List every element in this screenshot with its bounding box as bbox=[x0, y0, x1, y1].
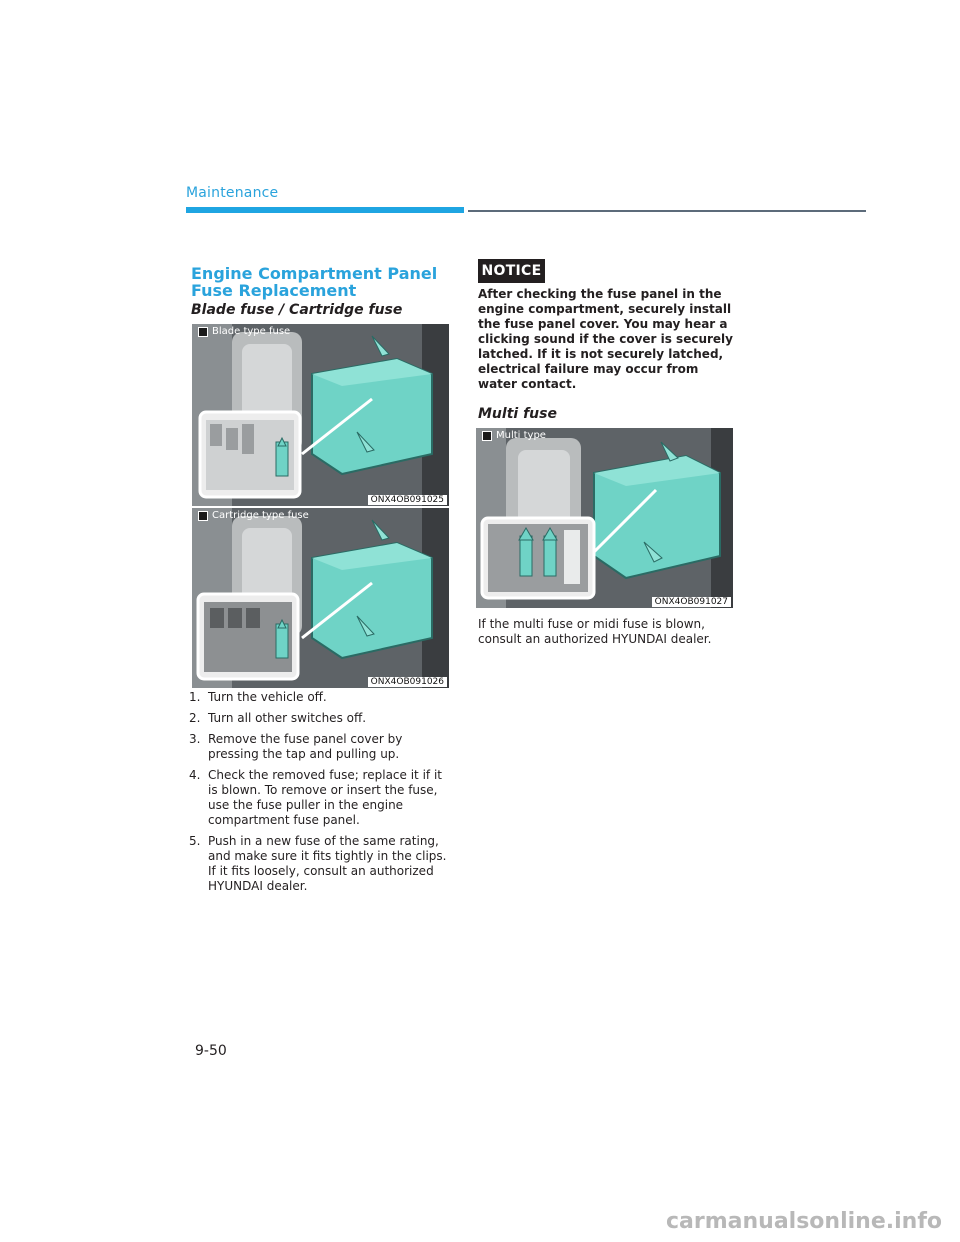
header-rule-accent bbox=[186, 207, 464, 213]
figure-label: Blade type fuse bbox=[198, 326, 290, 337]
list-item: 4. Check the removed fuse; replace it if it is blown. To remove or insert the fuse, use the fuse puller in the engine compartment fuse panel. bbox=[189, 768, 442, 827]
figure-label: Cartridge type fuse bbox=[198, 510, 309, 521]
steps-list bbox=[189, 690, 451, 900]
page-number: 9-50 bbox=[195, 1043, 227, 1059]
list-item: 2. Turn all other switches off. bbox=[189, 711, 367, 725]
list-item: 5. Push in a new fuse of the same rating, and make sure it fits tightly in the clips. If it fits loosely, consult an authorized HYUNDAI dealer. bbox=[189, 834, 447, 893]
figure-label: Multi type bbox=[482, 430, 546, 441]
figure-multi-fuse bbox=[476, 428, 733, 608]
list-item: 3. Remove the fuse panel cover by pressing the tap and pulling up. bbox=[189, 732, 403, 761]
engine-bay-illustration bbox=[192, 324, 449, 506]
notice-badge: NOTICE bbox=[478, 259, 545, 283]
subhead-blade-cartridge: Blade fuse / Cartridge fuse bbox=[191, 302, 403, 318]
notice-text: After checking the fuse panel in the engine compartment, securely install the fuse panel cover. You may hear a clicking sound if the cover is securely latched. If it is not securely latched, electrical failure may occur from water contact. bbox=[478, 287, 733, 391]
engine-bay-illustration bbox=[192, 508, 449, 688]
subhead-multi-fuse: Multi fuse bbox=[478, 406, 557, 422]
multi-fuse-text: If the multi fuse or midi fuse is blown, consult an authorized HYUNDAI dealer. bbox=[478, 617, 712, 646]
engine-bay-illustration bbox=[476, 428, 733, 608]
figure-code: ONX4OB091027 bbox=[652, 597, 731, 607]
list-item: 1. Turn the vehicle off. bbox=[189, 690, 327, 704]
bullet-square-icon bbox=[482, 431, 492, 441]
watermark: carmanualsonline.info bbox=[666, 1209, 942, 1234]
header-rule bbox=[468, 210, 866, 212]
figure-blade-fuse bbox=[192, 324, 449, 506]
bullet-square-icon bbox=[198, 327, 208, 337]
bullet-square-icon bbox=[198, 511, 208, 521]
running-header: Maintenance bbox=[186, 185, 279, 201]
figure-cartridge-fuse bbox=[192, 508, 449, 688]
figure-code: ONX4OB091026 bbox=[368, 677, 447, 687]
section-title: Engine Compartment Panel Fuse Replacement bbox=[191, 264, 438, 300]
figure-code: ONX4OB091025 bbox=[368, 495, 447, 505]
